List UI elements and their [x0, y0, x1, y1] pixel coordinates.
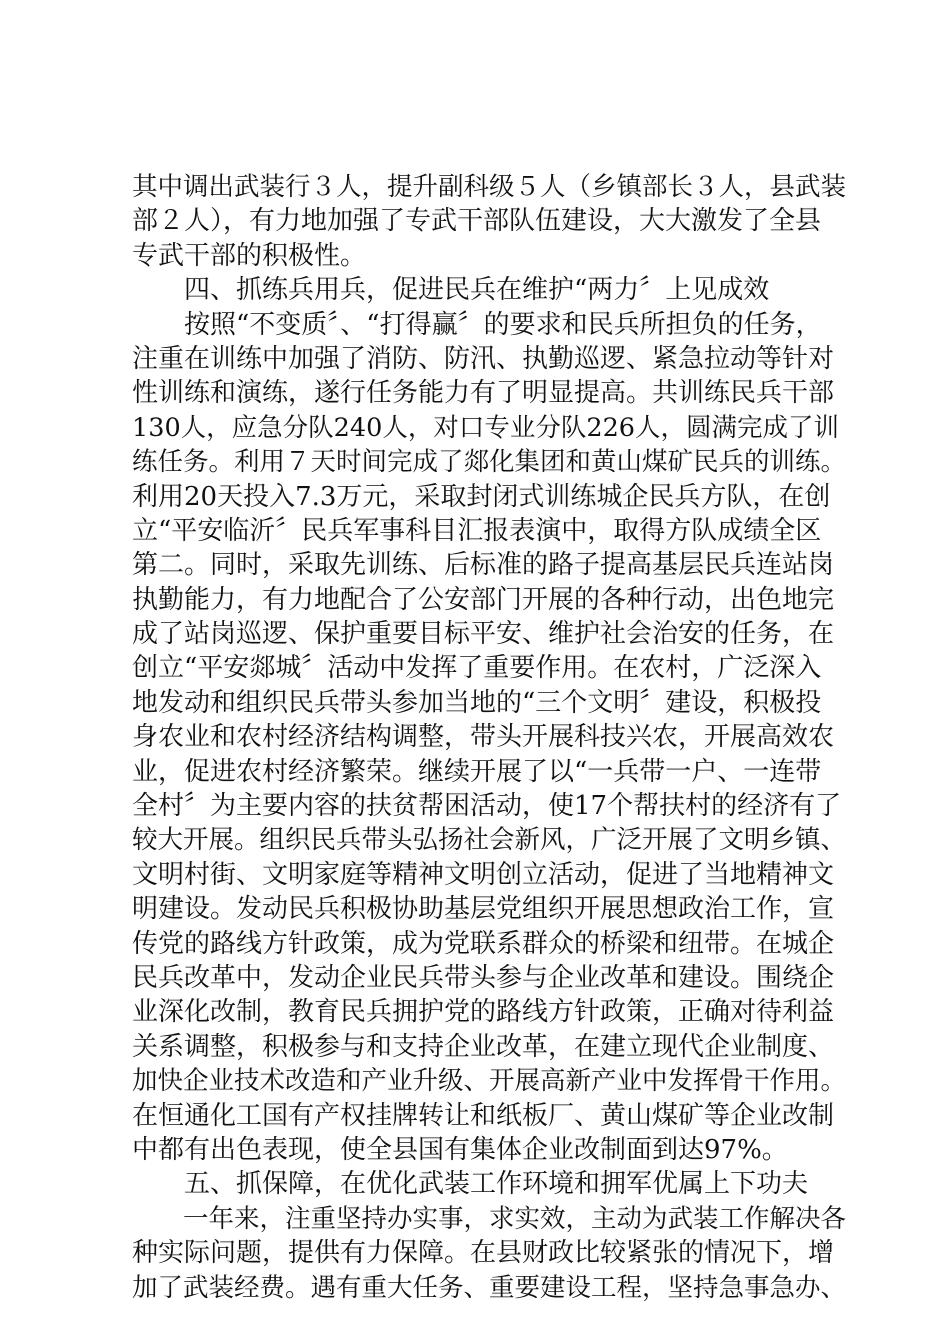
text-line: 传党的路线方针政策，成为党联系群众的桥梁和纽带。在城企	[132, 928, 835, 959]
section-heading: 五、抓保障，在优化武装工作环境和拥军优属上下功夫	[132, 1169, 809, 1200]
text-line: 中都有出色表现，使全县国有集体企业改制面到达97%。	[132, 1134, 788, 1165]
text-line: 其中调出武装行３人，提升副科级５人（乡镇部长３人，县武装	[132, 172, 847, 202]
text-line: 地发动和组织民兵带头参加当地的“三个文明〞建设，积极投	[132, 687, 822, 718]
text-line: 关系调整，积极参与和支持企业改革，在建立现代企业制度、	[132, 1031, 835, 1062]
text-line: 立“平安临沂〞民兵军事科目汇报表演中，取得方队成绩全区	[132, 515, 822, 546]
text-line: 执勤能力，有力地配合了公安部门开展的各种行动，出色地完	[132, 584, 835, 615]
text-line: 性训练和演练，遂行任务能力有了明显提高。共训练民兵干部	[132, 378, 835, 409]
text-line: 成了站岗巡逻、保护重要目标平安、维护社会治安的任务，在	[132, 619, 835, 650]
text-line: 部２人），有力地加强了专武干部队伍建设，大大激发了全县	[132, 206, 822, 237]
document-body	[132, 170, 852, 1305]
text-line: 注重在训练中加强了消防、防汛、执勤巡逻、紧急拉动等针对	[132, 343, 835, 374]
text-line: 加快企业技术改造和产业升级、开展高新产业中发挥骨干作用。	[132, 1066, 847, 1097]
text-line: 明建设。发动民兵积极协助基层党组织开展思想政治工作，宣	[132, 894, 835, 925]
text-line: 按照“不变质〞、“打得赢〞的要求和民兵所担负的任务，	[132, 309, 822, 340]
text-line: 第二。同时，采取先训练、后标准的路子提高基层民兵连站岗	[132, 550, 835, 581]
text-line: 专武干部的积极性。	[132, 240, 367, 271]
text-line: 在恒通化工国有产权挂牌转让和纸板厂、黄山煤矿等企业改制	[132, 1100, 835, 1131]
text-line: 业，促进农村经济繁荣。继续开展了以“一兵带一户、一连带	[132, 756, 822, 787]
section-heading: 四、抓练兵用兵，促进民兵在维护“两力〞上见成效	[132, 275, 770, 306]
text-line: 种实际问题，提供有力保障。在县财政比较紧张的情况下，增	[132, 1238, 835, 1269]
text-line: 练任务。利用７天时间完成了郯化集团和黄山煤矿民兵的训练。	[132, 447, 847, 478]
text-line: 业深化改制，教育民兵拥护党的路线方针政策，正确对待利益	[132, 997, 835, 1028]
text-line: 利用20天投入7.3万元，采取封闭式训练城企民兵方队，在创	[132, 481, 831, 512]
text-line: 较大开展。组织民兵带头弘扬社会新风，广泛开展了文明乡镇、	[132, 825, 847, 856]
text-line: 身农业和农村经济结构调整，带头开展科技兴农，开展高效农	[132, 722, 835, 753]
text-line: 全村〞为主要内容的扶贫帮困活动，使17个帮扶村的经济有了	[132, 791, 842, 822]
text-line: 民兵改革中，发动企业民兵带头参与企业改革和建设。围绕企	[132, 962, 835, 993]
text-line: 加了武装经费。遇有重大任务、重要建设工程，坚持急事急办、	[132, 1272, 847, 1303]
text-line: 一年来，注重坚持办实事，求实效，主动为武装工作解决各	[132, 1203, 847, 1234]
text-line: 创立“平安郯城〞活动中发挥了重要作用。在农村，广泛深入	[132, 653, 822, 684]
text-line: 130人，应急分队240人，对口专业分队226人，圆满完成了训	[132, 412, 840, 443]
text-line: 文明村街、文明家庭等精神文明创立活动，促进了当地精神文	[132, 859, 835, 890]
